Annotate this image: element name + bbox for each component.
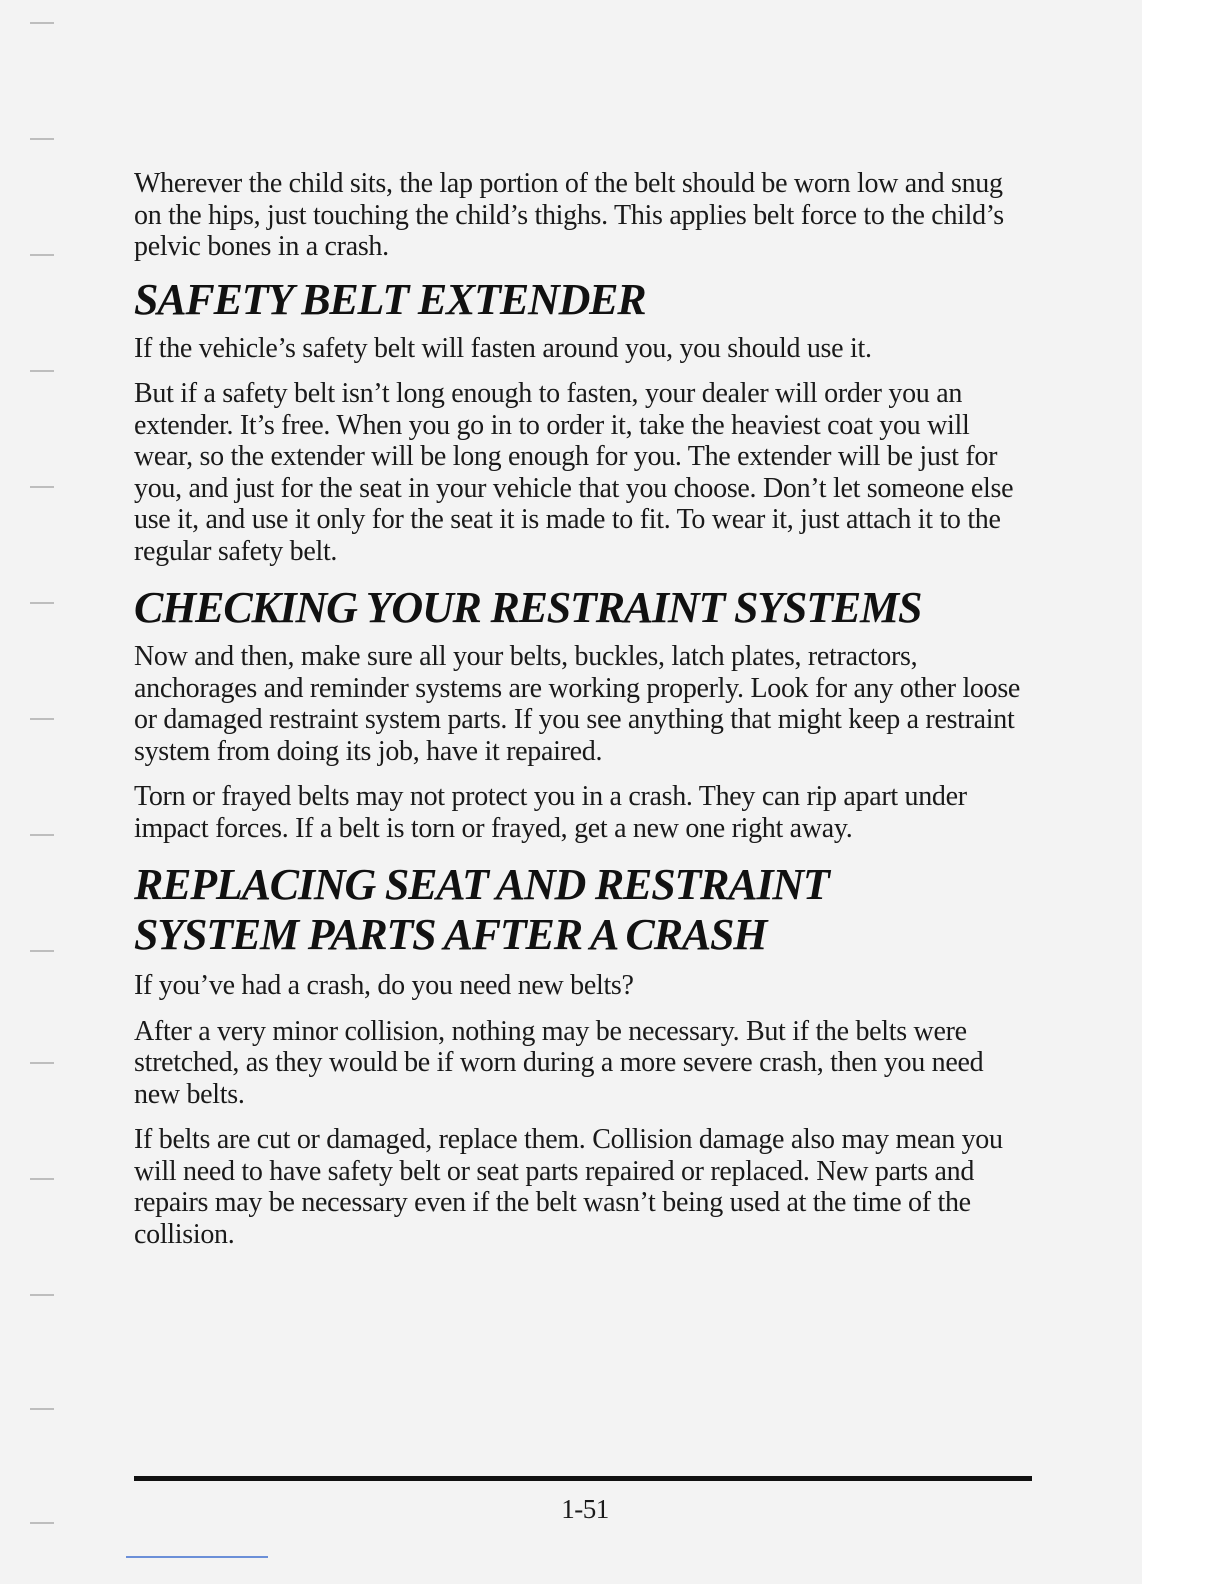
- margin-tick: [30, 1178, 54, 1180]
- margin-tick: [30, 254, 54, 256]
- footer-link-line: [126, 1556, 268, 1558]
- margin-tick: [30, 1062, 54, 1064]
- section-heading-replacing-parts: [134, 860, 1034, 960]
- margin-tick: [30, 602, 54, 604]
- margin-tick: [30, 370, 54, 372]
- paragraph: If belts are cut or damaged, replace them. Collision damage also may mean you will need to have safety belt or seat parts repaired or replaced. New parts and repairs may be necessary even if the belt wasn’t being used at the time of the collision.: [134, 1124, 1003, 1250]
- heading-line: REPLACING SEAT AND RESTRAINT: [134, 860, 829, 909]
- heading-line: SYSTEM PARTS AFTER A CRASH: [134, 910, 767, 959]
- page-content: [134, 168, 1034, 1250]
- margin-tick: [30, 834, 54, 836]
- margin-tick: [30, 1294, 54, 1296]
- paragraph: If you’ve had a crash, do you need new belts?: [134, 970, 634, 1001]
- margin-tick: [30, 138, 54, 140]
- paragraph: Torn or frayed belts may not protect you in a crash. They can rip apart under impact forces. If a belt is torn or frayed, get a new one right away.: [134, 781, 967, 844]
- margin-tick: [30, 1408, 54, 1410]
- section-heading-checking-restraint-systems: CHECKING YOUR RESTRAINT SYSTEMS: [134, 583, 922, 632]
- footer-rule: [134, 1476, 1032, 1481]
- paragraph: After a very minor collision, nothing may be necessary. But if the belts were stretched, as they would be if worn during a more severe crash, then you need new belts.: [134, 1015, 984, 1110]
- paragraph: If the vehicle’s safety belt will fasten around you, you should use it.: [134, 332, 872, 364]
- section-heading-safety-belt-extender: SAFETY BELT EXTENDER: [134, 274, 646, 324]
- paragraph: Now and then, make sure all your belts, buckles, latch plates, retractors, anchorages and reminder systems are working properly. Look for any other loose or damaged restraint system parts. If you see anything that might keep a restraint system from doing its job, have it repaired.: [134, 641, 1021, 767]
- margin-tick: [30, 22, 54, 24]
- paragraph: But if a safety belt isn’t long enough to fasten, your dealer will order you an extender. It’s free. When you go in to order it, take the heaviest coat you will wear, so the extender will be long enough for you. The extender will be just for you, and just for the seat in your vehicle that you choose. Don’t let someone else use it, and use it only for the seat it is made to fit. To wear it, just attach it to the regular safety belt.: [134, 378, 1014, 567]
- margin-tick: [30, 486, 54, 488]
- margin-tick: [30, 950, 54, 952]
- page-number: 1-51: [561, 1494, 609, 1524]
- margin-tick: [30, 718, 54, 720]
- intro-paragraph: Wherever the child sits, the lap portion of the belt should be worn low and snug on the hips, just touching the child’s thighs. This applies belt force to the child’s pelvic bones in a crash.: [134, 168, 1004, 262]
